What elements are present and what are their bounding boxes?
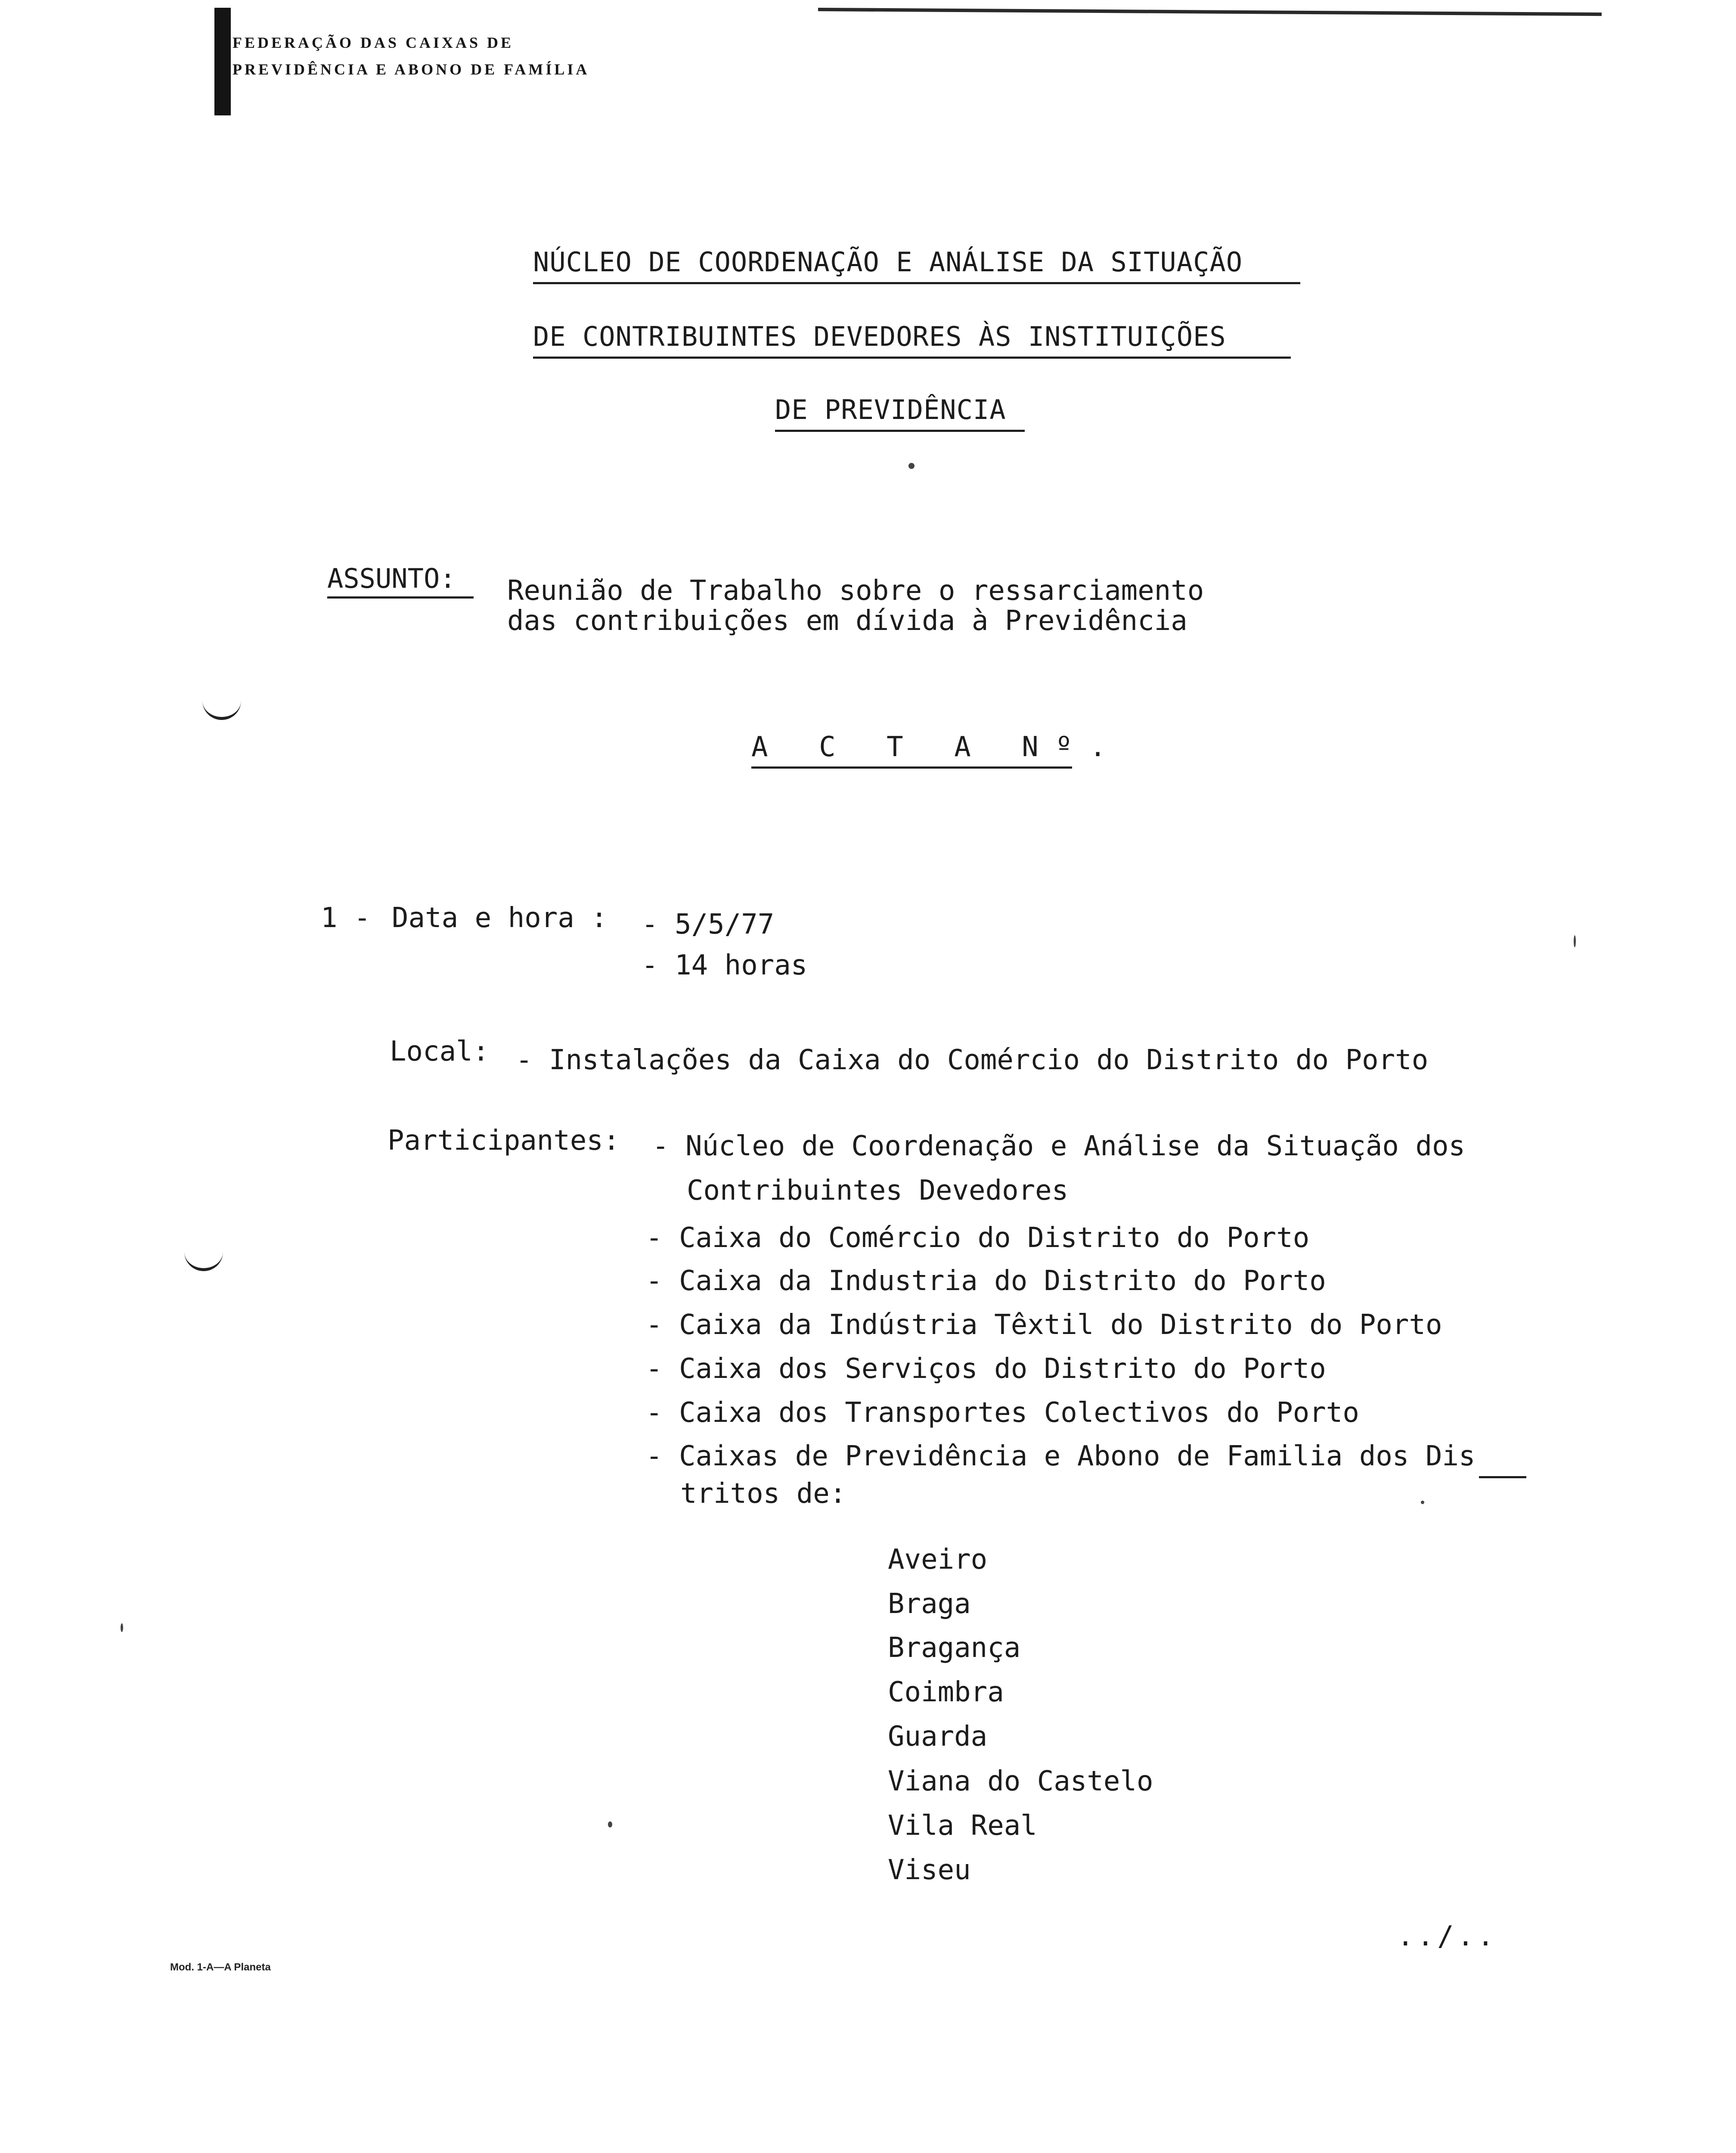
local-value: - Instalações da Caixa do Comércio do Distrito do Porto [516,1044,1429,1076]
subject-label: ASSUNTO: [327,563,456,594]
letterhead-line-2: PREVIDÊNCIA E ABONO DE FAMÍLIA [232,61,590,78]
participants-label: Participantes: [388,1125,620,1157]
subject-line-2: das contribuições em dívida à Previdência [507,605,1187,637]
participant-item: - Caixa da Indústria Têxtil do Distrito do Porto [646,1309,1442,1341]
title-line-1: NÚCLEO DE COORDENAÇÃO E ANÁLISE DA SITUAÇÃO [533,246,1243,278]
date-label: Data e hora : [392,902,608,934]
scan-speck [608,1821,612,1827]
title-underline-3 [775,430,1025,432]
participant-item: - Caixa dos Serviços do Distrito do Porto [646,1353,1326,1385]
punch-hole-icon [202,700,241,720]
acta-heading: A C T A Nº. [751,731,1123,763]
district-item: Coimbra [888,1676,1004,1708]
title-line-3: DE PREVIDÊNCIA [775,394,1006,425]
district-item: Guarda [888,1721,988,1753]
participant-item: - Núcleo de Coordenação e Análise da Situação dos [652,1130,1466,1162]
subject-line-1: Reunião de Trabalho sobre o ressarciamento [507,575,1204,607]
scan-speck [1421,1501,1424,1504]
title-line-2: DE CONTRIBUINTES DEVEDORES ÀS INSTITUIÇÕES [533,321,1226,352]
district-item: Vila Real [888,1810,1037,1842]
date-value: - 5/5/77 [642,909,775,940]
punch-hole-icon [184,1251,223,1271]
scan-speck [1574,935,1576,947]
local-label: Local: [390,1036,490,1067]
acta-underline [751,766,1072,769]
district-item: Bragança [888,1632,1021,1664]
letterhead-line-1: FEDERAÇÃO DAS CAIXAS DE [232,34,514,51]
letterhead-bar-mark [214,8,231,115]
participant-item: - Caixa do Comércio do Distrito do Porto [646,1222,1310,1254]
scan-speck [121,1623,123,1632]
section-number: 1 - [321,902,371,934]
district-item: Viseu [888,1854,971,1886]
continuation-mark: ../.. [1397,1920,1497,1952]
participant-item: - Caixas de Previdência e Abono de Familia dos Dis [646,1440,1476,1472]
district-item: Braga [888,1588,971,1620]
scan-speck [908,463,914,469]
form-code: Mod. 1-A—A Planeta [170,1961,271,1973]
title-underline-1 [533,282,1300,284]
district-item: Viana do Castelo [888,1765,1153,1797]
dis-underline [1479,1476,1526,1478]
time-value: - 14 horas [642,949,808,981]
participant-item: tritos de: [680,1478,846,1510]
title-underline-2 [533,357,1291,359]
scan-edge-line [818,8,1602,16]
participant-item: - Caixa dos Transportes Colectivos do Porto [646,1397,1359,1429]
subject-label-underline [327,596,474,599]
participant-item: - Caixa da Industria do Distrito do Porto [646,1265,1326,1297]
district-item: Aveiro [888,1544,988,1576]
participant-item: Contribuintes Devedores [687,1175,1069,1207]
